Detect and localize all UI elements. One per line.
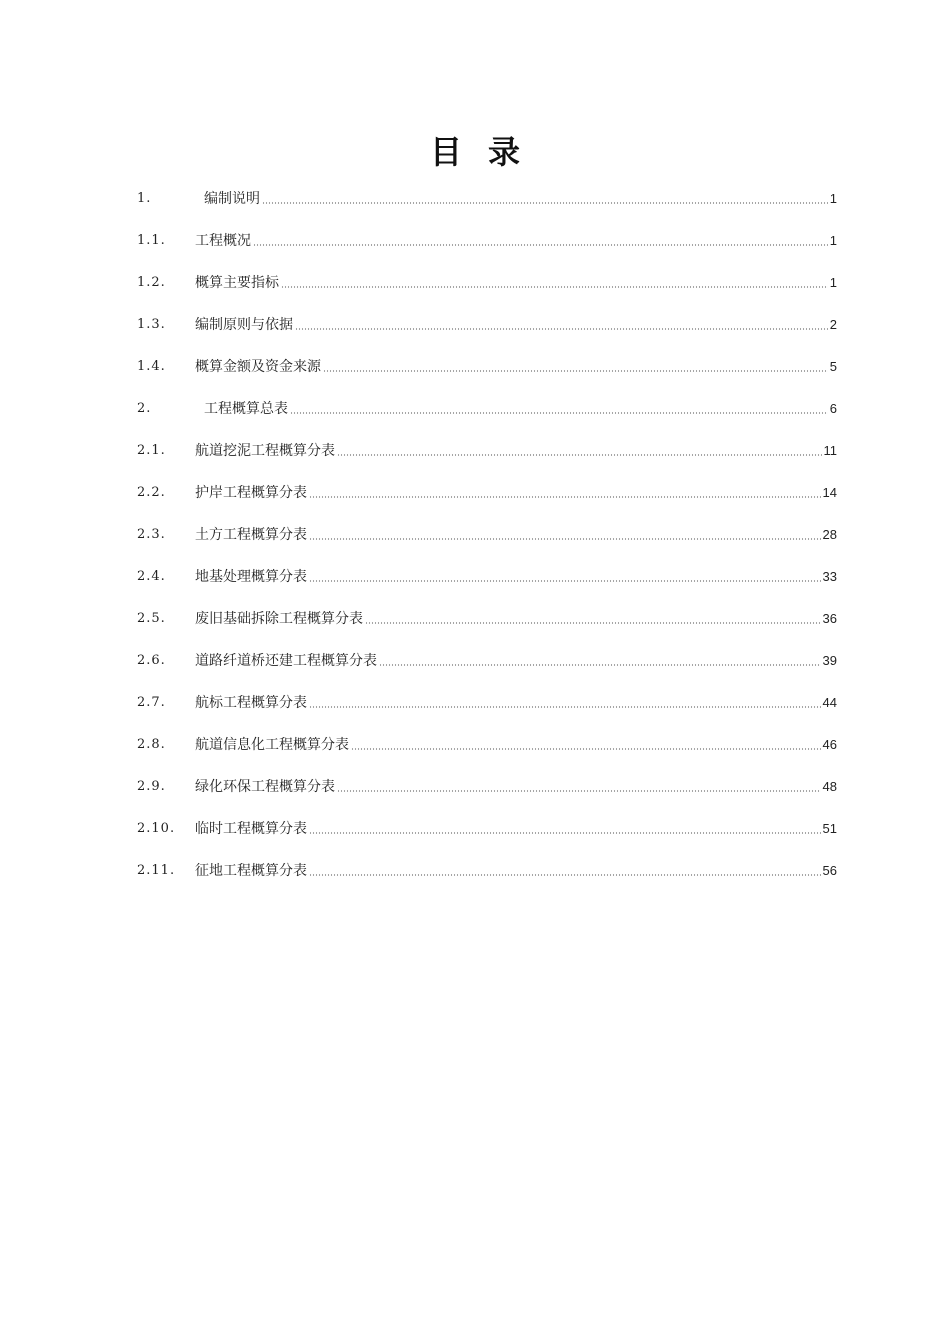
toc-entry-page-number: 1 (829, 275, 837, 290)
toc-dot-leader (309, 832, 821, 834)
toc-entry-number: 1.2. (137, 275, 166, 290)
toc-dot-leader (323, 370, 828, 372)
toc-entry-page-number: 44 (822, 695, 837, 710)
toc-entry-page-number: 11 (823, 443, 837, 458)
toc-entry-title: 地基处理概算分表 (195, 569, 307, 585)
toc-dot-leader (262, 202, 828, 204)
toc-entry[interactable] (137, 272, 837, 294)
toc-entry-number: 2.9. (137, 779, 166, 794)
toc-entry-title: 概算金额及资金来源 (195, 359, 321, 375)
toc-entry-title: 道路纤道桥还建工程概算分表 (195, 653, 377, 669)
toc-entry-title: 绿化环保工程概算分表 (195, 779, 335, 795)
toc-entry-title: 航标工程概算分表 (195, 695, 307, 711)
toc-dot-leader (337, 454, 822, 456)
toc-entry[interactable] (137, 230, 837, 252)
toc-entry-number: 2.7. (137, 695, 166, 710)
toc-entry-number: 1.3. (137, 317, 166, 332)
toc-entry-page-number: 51 (822, 821, 837, 836)
toc-entry-page-number: 36 (822, 611, 837, 626)
toc-entry-page-number: 14 (822, 485, 837, 500)
toc-entry-page-number: 56 (822, 863, 837, 878)
toc-entry-number: 2.6. (137, 653, 166, 668)
toc-dot-leader (309, 706, 821, 708)
toc-entry[interactable] (137, 188, 837, 210)
toc-dot-leader (365, 622, 821, 624)
toc-entry-page-number: 46 (822, 737, 837, 752)
toc-dot-leader (309, 874, 821, 876)
toc-entry-title: 临时工程概算分表 (195, 821, 307, 837)
toc-dot-leader (309, 496, 821, 498)
toc-entry-page-number: 33 (822, 569, 837, 584)
toc-entry[interactable] (137, 440, 837, 462)
toc-entry-number: 1.1. (137, 233, 166, 248)
toc-dot-leader (295, 328, 828, 330)
toc-entry-number: 1. (137, 191, 152, 206)
toc-entry-page-number: 1 (829, 233, 837, 248)
toc-entry-page-number: 1 (829, 191, 837, 206)
toc-dot-leader (379, 664, 821, 666)
toc-dot-leader (290, 412, 828, 414)
toc-entry-title: 征地工程概算分表 (195, 863, 307, 879)
toc-entry[interactable] (137, 398, 837, 420)
toc-entry-title: 护岸工程概算分表 (195, 485, 307, 501)
toc-entry-title: 废旧基础拆除工程概算分表 (195, 611, 363, 627)
toc-entry[interactable] (137, 860, 837, 882)
toc-entry-number: 2.11. (137, 863, 176, 878)
toc-entry-number: 2.2. (137, 485, 166, 500)
page-title-part2: 录 (488, 133, 521, 171)
toc-entry[interactable] (137, 734, 837, 756)
toc-entry-page-number: 2 (829, 317, 837, 332)
toc-entry-number: 2.1. (137, 443, 166, 458)
toc-entry[interactable] (137, 566, 837, 588)
toc-entry-title: 航道挖泥工程概算分表 (195, 443, 335, 459)
toc-dot-leader (253, 244, 828, 246)
toc-entry-title: 编制原则与依据 (195, 317, 293, 333)
toc-entry-title: 工程概况 (195, 233, 251, 249)
toc-dot-leader (281, 286, 828, 288)
toc-entry[interactable] (137, 692, 837, 714)
toc-entry[interactable] (137, 608, 837, 630)
toc-entry-number: 2.4. (137, 569, 166, 584)
toc-entry-page-number: 28 (822, 527, 837, 542)
toc-entry-page-number: 48 (822, 779, 837, 794)
toc-entry-page-number: 5 (829, 359, 837, 374)
toc-entry-title: 土方工程概算分表 (195, 527, 307, 543)
toc-entry-number: 2.5. (137, 611, 166, 626)
toc-entry-number: 1.4. (137, 359, 166, 374)
toc-entry-title: 航道信息化工程概算分表 (195, 737, 349, 753)
toc-entry[interactable] (137, 524, 837, 546)
toc-dot-leader (351, 748, 821, 750)
toc-entry-page-number: 6 (829, 401, 837, 416)
toc-entry[interactable] (137, 650, 837, 672)
toc-entry[interactable] (137, 356, 837, 378)
toc-entry-number: 2.8. (137, 737, 166, 752)
toc-entry-title: 编制说明 (204, 191, 260, 207)
toc-entry[interactable] (137, 314, 837, 336)
page-title-part1: 目 (429, 133, 462, 171)
toc-entry-page-number: 39 (822, 653, 837, 668)
toc-dot-leader (337, 790, 821, 792)
toc-entry-title: 概算主要指标 (195, 275, 279, 291)
toc-entry-number: 2. (137, 401, 152, 416)
toc-entry[interactable] (137, 776, 837, 798)
toc-dot-leader (309, 580, 821, 582)
toc-entry-number: 2.3. (137, 527, 166, 542)
page-title (0, 130, 950, 174)
toc-entry[interactable] (137, 482, 837, 504)
toc-dot-leader (309, 538, 821, 540)
toc-entry-number: 2.10. (137, 821, 176, 836)
toc-entry-title: 工程概算总表 (204, 401, 288, 417)
toc-entry[interactable] (137, 818, 837, 840)
